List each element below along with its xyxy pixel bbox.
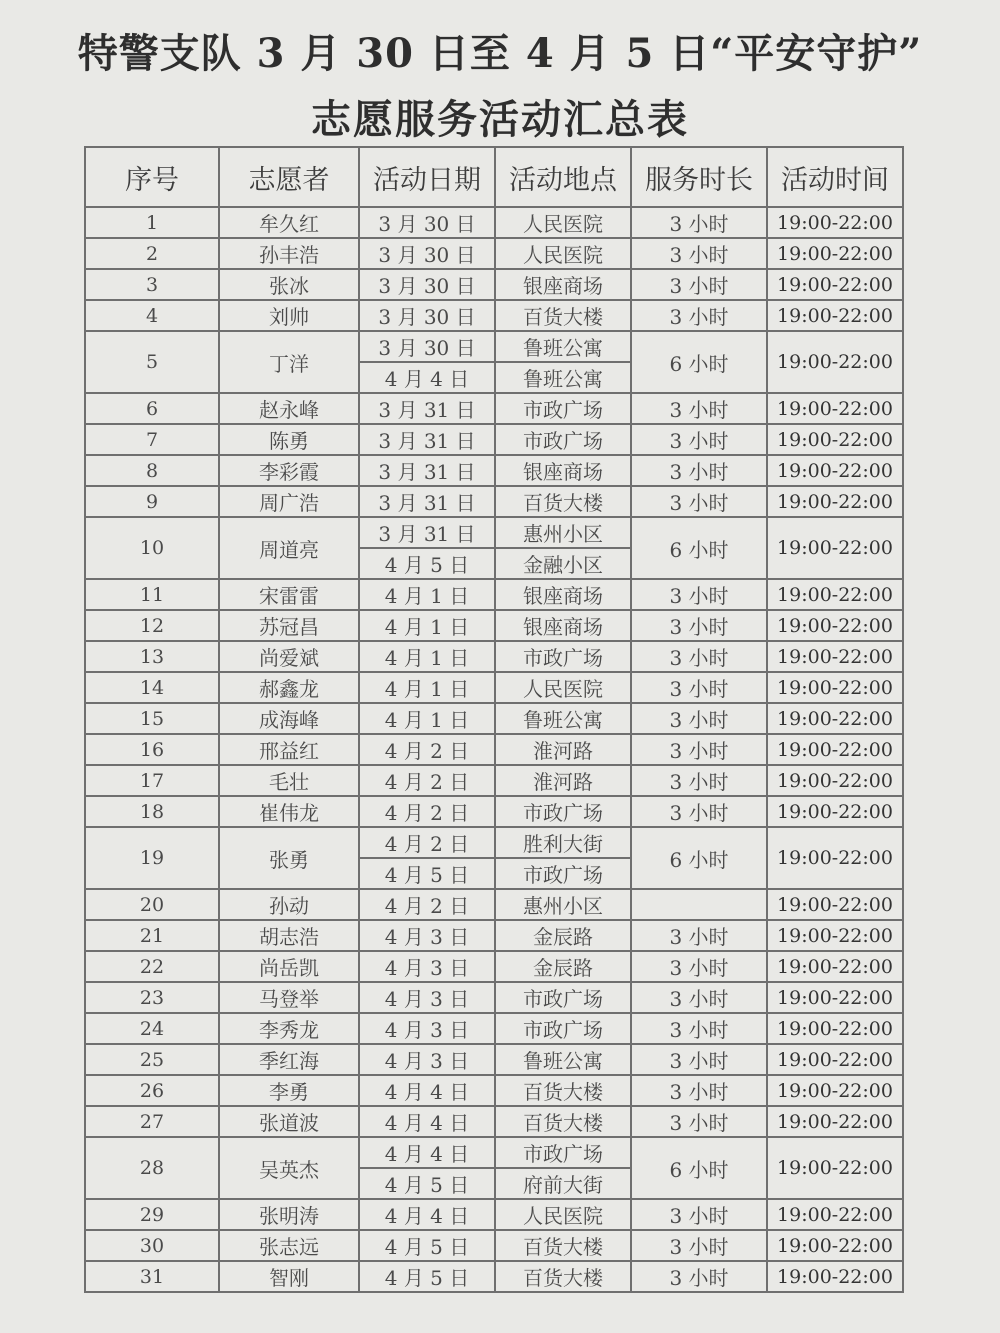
row-time: 19:00-22:00 <box>767 827 903 889</box>
row-time: 19:00-22:00 <box>767 982 903 1013</box>
row-location: 银座商场 <box>495 455 631 486</box>
row-duration: 3 小时 <box>631 393 767 424</box>
row-duration: 3 小时 <box>631 424 767 455</box>
row-duration: 3 小时 <box>631 951 767 982</box>
document-title-line1: 特警支队 3 月 30 日至 4 月 5 日“平安守护” <box>77 30 923 77</box>
row-location: 市政广场 <box>495 982 631 1013</box>
row-location: 人民医院 <box>495 207 631 238</box>
row-seq: 3 <box>85 269 219 300</box>
row-seq: 21 <box>85 920 219 951</box>
row-volunteer: 李勇 <box>219 1075 359 1106</box>
row-duration: 3 小时 <box>631 1013 767 1044</box>
row-time: 19:00-22:00 <box>767 455 903 486</box>
row-time: 19:00-22:00 <box>767 238 903 269</box>
row-seq: 19 <box>85 827 219 889</box>
row-date: 4 月 3 日 <box>359 1044 495 1075</box>
table-row <box>85 641 903 672</box>
table-row <box>85 672 903 703</box>
row-seq: 14 <box>85 672 219 703</box>
row-volunteer: 张道波 <box>219 1106 359 1137</box>
row-location: 百货大楼 <box>495 300 631 331</box>
row-time: 19:00-22:00 <box>767 393 903 424</box>
table-row <box>85 393 903 424</box>
row-duration: 3 小时 <box>631 300 767 331</box>
row-duration: 3 小时 <box>631 672 767 703</box>
row-seq: 2 <box>85 238 219 269</box>
row-duration: 3 小时 <box>631 796 767 827</box>
row-duration: 3 小时 <box>631 703 767 734</box>
row-time: 19:00-22:00 <box>767 300 903 331</box>
row-location: 人民医院 <box>495 672 631 703</box>
row-location: 人民医院 <box>495 238 631 269</box>
row-seq: 30 <box>85 1230 219 1261</box>
row-date: 3 月 30 日 <box>359 238 495 269</box>
row-duration: 3 小时 <box>631 207 767 238</box>
row-volunteer: 崔伟龙 <box>219 796 359 827</box>
row-volunteer: 陈勇 <box>219 424 359 455</box>
row-location: 银座商场 <box>495 269 631 300</box>
row-date: 4 月 5 日 <box>359 548 495 579</box>
row-volunteer: 丁洋 <box>219 331 359 393</box>
row-date: 3 月 30 日 <box>359 207 495 238</box>
table-row <box>85 455 903 486</box>
row-date: 4 月 5 日 <box>359 1230 495 1261</box>
row-date: 4 月 2 日 <box>359 765 495 796</box>
row-seq: 15 <box>85 703 219 734</box>
row-duration: 3 小时 <box>631 455 767 486</box>
row-location: 银座商场 <box>495 610 631 641</box>
row-duration: 3 小时 <box>631 1199 767 1230</box>
row-seq: 26 <box>85 1075 219 1106</box>
row-duration: 6 小时 <box>631 331 767 393</box>
row-date: 4 月 4 日 <box>359 1075 495 1106</box>
row-volunteer: 孙动 <box>219 889 359 920</box>
row-seq: 8 <box>85 455 219 486</box>
table-row <box>85 889 903 920</box>
row-time: 19:00-22:00 <box>767 1261 903 1292</box>
row-duration: 3 小时 <box>631 238 767 269</box>
row-location: 市政广场 <box>495 858 631 889</box>
row-location: 人民医院 <box>495 1199 631 1230</box>
row-volunteer: 邢益红 <box>219 734 359 765</box>
row-location: 市政广场 <box>495 1013 631 1044</box>
header-volunteer: 志愿者 <box>219 147 359 207</box>
row-duration: 3 小时 <box>631 765 767 796</box>
row-volunteer: 周广浩 <box>219 486 359 517</box>
row-duration: 6 小时 <box>631 517 767 579</box>
row-location: 府前大街 <box>495 1168 631 1199</box>
row-time: 19:00-22:00 <box>767 672 903 703</box>
row-seq: 28 <box>85 1137 219 1199</box>
row-date: 3 月 31 日 <box>359 393 495 424</box>
row-date: 4 月 2 日 <box>359 796 495 827</box>
row-location: 惠州小区 <box>495 889 631 920</box>
document-title-line2: 志愿服务活动汇总表 <box>311 96 689 143</box>
table-row <box>85 1261 903 1292</box>
row-seq: 1 <box>85 207 219 238</box>
row-date: 3 月 30 日 <box>359 331 495 362</box>
row-time: 19:00-22:00 <box>767 424 903 455</box>
table-row <box>85 920 903 951</box>
row-date: 4 月 4 日 <box>359 1137 495 1168</box>
row-volunteer: 李秀龙 <box>219 1013 359 1044</box>
row-volunteer: 张明涛 <box>219 1199 359 1230</box>
table-row <box>85 579 903 610</box>
row-time: 19:00-22:00 <box>767 703 903 734</box>
row-seq: 7 <box>85 424 219 455</box>
row-volunteer: 吴英杰 <box>219 1137 359 1199</box>
row-seq: 10 <box>85 517 219 579</box>
row-location: 金辰路 <box>495 951 631 982</box>
row-time: 19:00-22:00 <box>767 765 903 796</box>
table-row <box>85 300 903 331</box>
row-duration: 3 小时 <box>631 269 767 300</box>
row-volunteer: 郝鑫龙 <box>219 672 359 703</box>
row-volunteer: 张志远 <box>219 1230 359 1261</box>
row-seq: 13 <box>85 641 219 672</box>
row-seq: 25 <box>85 1044 219 1075</box>
row-volunteer: 智刚 <box>219 1261 359 1292</box>
row-volunteer: 周道亮 <box>219 517 359 579</box>
row-location: 鲁班公寓 <box>495 703 631 734</box>
row-duration: 3 小时 <box>631 486 767 517</box>
row-seq: 29 <box>85 1199 219 1230</box>
row-seq: 23 <box>85 982 219 1013</box>
row-seq: 5 <box>85 331 219 393</box>
row-location: 百货大楼 <box>495 1106 631 1137</box>
row-location: 银座商场 <box>495 579 631 610</box>
row-date: 4 月 1 日 <box>359 610 495 641</box>
row-date: 4 月 4 日 <box>359 362 495 393</box>
row-date: 4 月 1 日 <box>359 672 495 703</box>
row-time: 19:00-22:00 <box>767 889 903 920</box>
row-time: 19:00-22:00 <box>767 207 903 238</box>
row-volunteer: 牟久红 <box>219 207 359 238</box>
row-time: 19:00-22:00 <box>767 1013 903 1044</box>
row-date: 4 月 2 日 <box>359 889 495 920</box>
row-location: 百货大楼 <box>495 1230 631 1261</box>
header-location: 活动地点 <box>495 147 631 207</box>
table-row <box>85 1044 903 1075</box>
row-volunteer: 马登举 <box>219 982 359 1013</box>
table-row <box>85 1199 903 1230</box>
row-seq: 27 <box>85 1106 219 1137</box>
row-date: 4 月 3 日 <box>359 1013 495 1044</box>
row-duration: 3 小时 <box>631 610 767 641</box>
row-date: 4 月 5 日 <box>359 1168 495 1199</box>
row-location: 百货大楼 <box>495 1075 631 1106</box>
row-date: 4 月 3 日 <box>359 920 495 951</box>
row-time: 19:00-22:00 <box>767 1230 903 1261</box>
row-location: 鲁班公寓 <box>495 362 631 393</box>
row-volunteer: 季红海 <box>219 1044 359 1075</box>
row-time: 19:00-22:00 <box>767 1044 903 1075</box>
row-volunteer: 孙丰浩 <box>219 238 359 269</box>
header-seq: 序号 <box>85 147 219 207</box>
row-location: 鲁班公寓 <box>495 331 631 362</box>
row-duration <box>631 889 767 920</box>
row-volunteer: 张冰 <box>219 269 359 300</box>
row-volunteer: 张勇 <box>219 827 359 889</box>
row-seq: 6 <box>85 393 219 424</box>
row-time: 19:00-22:00 <box>767 796 903 827</box>
table-row <box>85 610 903 641</box>
table-row <box>85 734 903 765</box>
row-time: 19:00-22:00 <box>767 734 903 765</box>
row-duration: 3 小时 <box>631 1261 767 1292</box>
row-seq: 17 <box>85 765 219 796</box>
row-seq: 12 <box>85 610 219 641</box>
row-time: 19:00-22:00 <box>767 269 903 300</box>
row-seq: 16 <box>85 734 219 765</box>
table-row <box>85 1106 903 1137</box>
row-date: 4 月 1 日 <box>359 579 495 610</box>
table-row <box>85 1013 903 1044</box>
row-time: 19:00-22:00 <box>767 1075 903 1106</box>
row-duration: 3 小时 <box>631 1106 767 1137</box>
row-date: 4 月 1 日 <box>359 703 495 734</box>
table-row <box>85 1230 903 1261</box>
row-date: 4 月 3 日 <box>359 982 495 1013</box>
row-time: 19:00-22:00 <box>767 920 903 951</box>
row-duration: 3 小时 <box>631 982 767 1013</box>
row-location: 淮河路 <box>495 765 631 796</box>
row-date: 4 月 4 日 <box>359 1106 495 1137</box>
row-time: 19:00-22:00 <box>767 1137 903 1199</box>
row-date: 4 月 1 日 <box>359 641 495 672</box>
row-date: 3 月 30 日 <box>359 269 495 300</box>
table-header-row <box>85 147 903 207</box>
row-seq: 11 <box>85 579 219 610</box>
row-time: 19:00-22:00 <box>767 641 903 672</box>
row-volunteer: 李彩霞 <box>219 455 359 486</box>
row-volunteer: 成海峰 <box>219 703 359 734</box>
row-seq: 31 <box>85 1261 219 1292</box>
table-row <box>85 796 903 827</box>
row-seq: 9 <box>85 486 219 517</box>
row-duration: 6 小时 <box>631 1137 767 1199</box>
row-date: 3 月 31 日 <box>359 455 495 486</box>
table-row <box>85 331 903 362</box>
header-date: 活动日期 <box>359 147 495 207</box>
header-time: 活动时间 <box>767 147 903 207</box>
row-date: 3 月 31 日 <box>359 486 495 517</box>
row-duration: 3 小时 <box>631 734 767 765</box>
row-volunteer: 刘帅 <box>219 300 359 331</box>
table-body <box>85 207 903 1292</box>
row-location: 百货大楼 <box>495 486 631 517</box>
row-duration: 6 小时 <box>631 827 767 889</box>
table-row <box>85 1137 903 1168</box>
row-duration: 3 小时 <box>631 1230 767 1261</box>
table-row <box>85 982 903 1013</box>
row-duration: 3 小时 <box>631 1075 767 1106</box>
row-location: 市政广场 <box>495 424 631 455</box>
row-seq: 20 <box>85 889 219 920</box>
table-row <box>85 765 903 796</box>
table-row <box>85 424 903 455</box>
row-seq: 24 <box>85 1013 219 1044</box>
row-volunteer: 尚岳凯 <box>219 951 359 982</box>
row-date: 4 月 3 日 <box>359 951 495 982</box>
row-location: 金融小区 <box>495 548 631 579</box>
row-date: 4 月 5 日 <box>359 1261 495 1292</box>
table-row <box>85 486 903 517</box>
row-time: 19:00-22:00 <box>767 517 903 579</box>
row-volunteer: 赵永峰 <box>219 393 359 424</box>
table-row <box>85 207 903 238</box>
row-location: 市政广场 <box>495 796 631 827</box>
row-volunteer: 尚爱斌 <box>219 641 359 672</box>
row-duration: 3 小时 <box>631 641 767 672</box>
row-seq: 22 <box>85 951 219 982</box>
table-row <box>85 517 903 548</box>
row-time: 19:00-22:00 <box>767 579 903 610</box>
row-date: 3 月 31 日 <box>359 424 495 455</box>
row-duration: 3 小时 <box>631 1044 767 1075</box>
row-duration: 3 小时 <box>631 920 767 951</box>
row-location: 胜利大街 <box>495 827 631 858</box>
row-time: 19:00-22:00 <box>767 610 903 641</box>
row-seq: 4 <box>85 300 219 331</box>
row-time: 19:00-22:00 <box>767 1106 903 1137</box>
table-row <box>85 238 903 269</box>
row-location: 百货大楼 <box>495 1261 631 1292</box>
volunteer-summary-table <box>84 146 904 1293</box>
table-row <box>85 951 903 982</box>
row-volunteer: 毛壮 <box>219 765 359 796</box>
row-location: 鲁班公寓 <box>495 1044 631 1075</box>
row-volunteer: 胡志浩 <box>219 920 359 951</box>
row-volunteer: 宋雷雷 <box>219 579 359 610</box>
row-date: 4 月 2 日 <box>359 734 495 765</box>
row-location: 市政广场 <box>495 1137 631 1168</box>
row-duration: 3 小时 <box>631 579 767 610</box>
row-location: 市政广场 <box>495 641 631 672</box>
row-time: 19:00-22:00 <box>767 486 903 517</box>
row-location: 淮河路 <box>495 734 631 765</box>
header-duration: 服务时长 <box>631 147 767 207</box>
row-time: 19:00-22:00 <box>767 331 903 393</box>
row-location: 金辰路 <box>495 920 631 951</box>
row-date: 4 月 5 日 <box>359 858 495 889</box>
table-row <box>85 703 903 734</box>
row-time: 19:00-22:00 <box>767 951 903 982</box>
row-time: 19:00-22:00 <box>767 1199 903 1230</box>
row-volunteer: 苏冠昌 <box>219 610 359 641</box>
row-date: 3 月 30 日 <box>359 300 495 331</box>
row-location: 市政广场 <box>495 393 631 424</box>
table-row <box>85 1075 903 1106</box>
row-date: 4 月 2 日 <box>359 827 495 858</box>
row-location: 惠州小区 <box>495 517 631 548</box>
row-seq: 18 <box>85 796 219 827</box>
row-date: 3 月 31 日 <box>359 517 495 548</box>
table-row <box>85 269 903 300</box>
row-date: 4 月 4 日 <box>359 1199 495 1230</box>
table-row <box>85 827 903 858</box>
